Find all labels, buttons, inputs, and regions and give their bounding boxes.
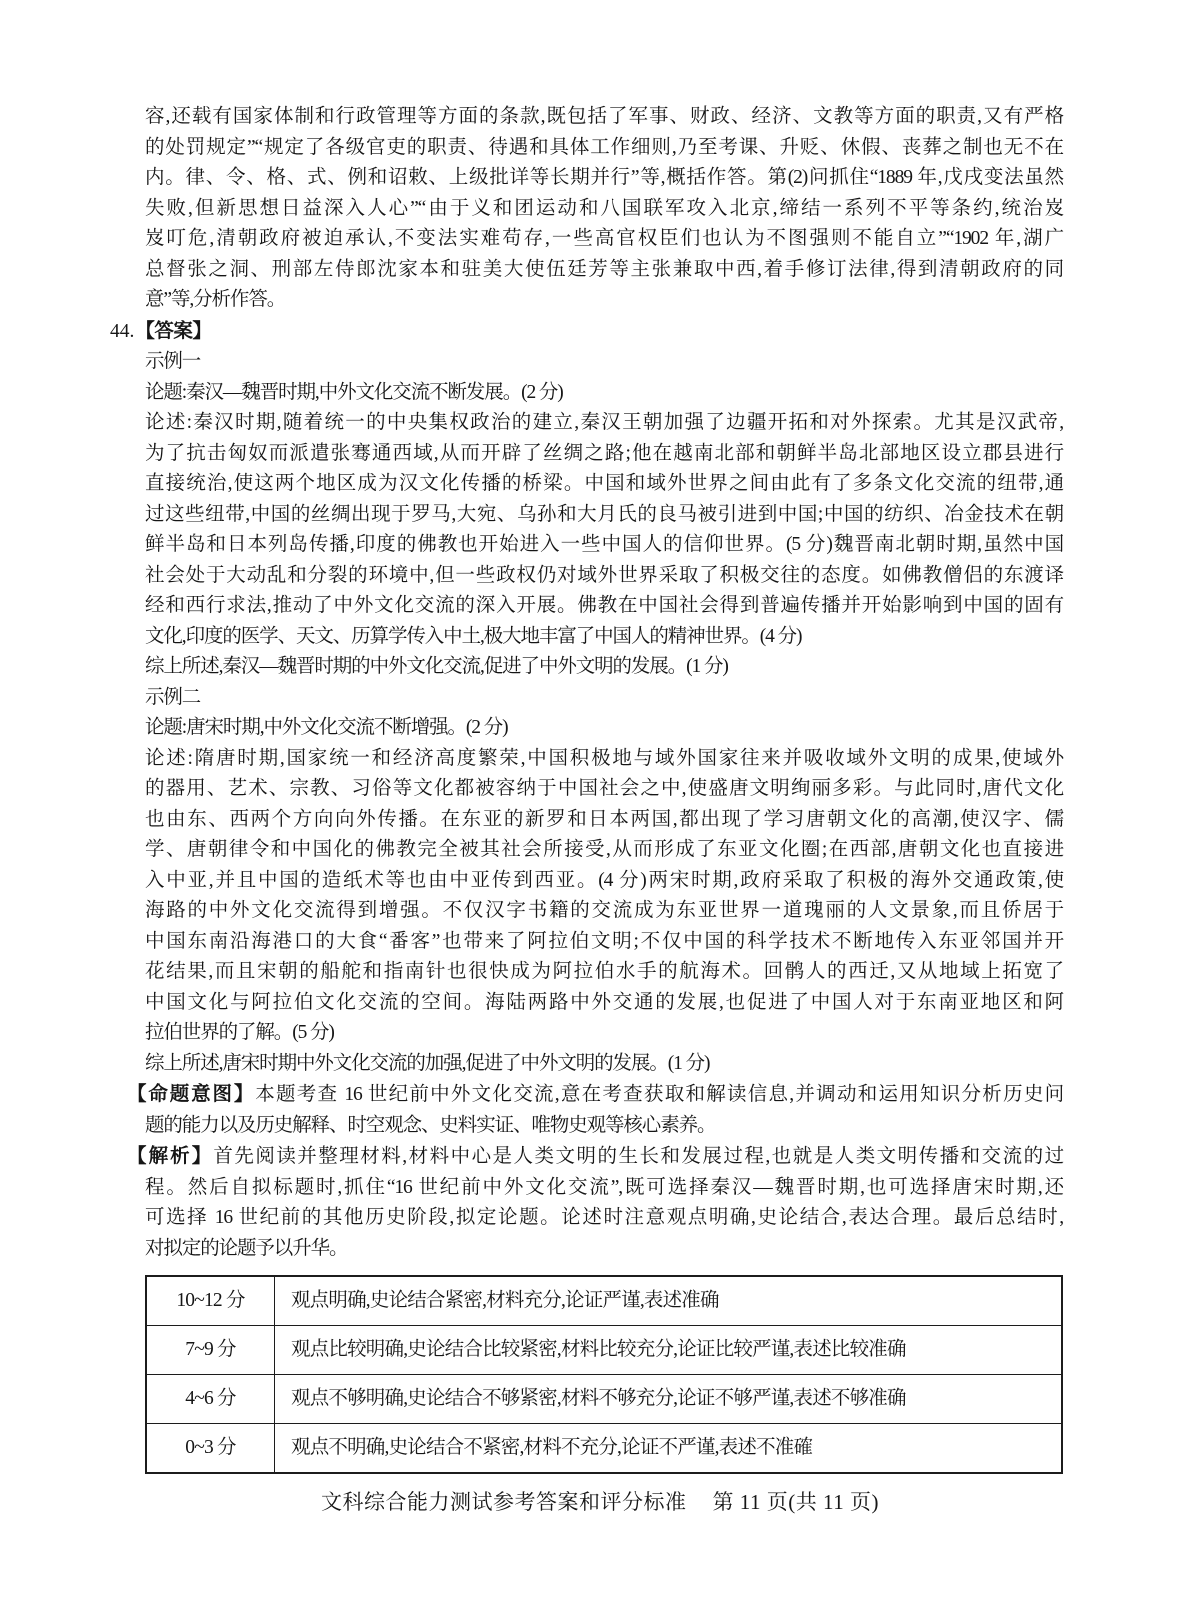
rubric-row — [146, 1276, 1062, 1326]
answer-line: 学、唐朝律令和中国化的佛教完全被其社会所接受,从而形成了东亚文化圈;在西部,唐朝文化也直接进 — [145, 839, 1063, 860]
answer-line: 题的能力以及历史解释、时空观念、史料实证、唯物史观等核心素养。 — [145, 1114, 716, 1136]
score-range-cell: 10~12 分 — [146, 1276, 275, 1326]
intro-line: 的处罚规定”“规定了各级官吏的职责、待遇和具体工作细则,乃至考课、升贬、休假、丧葬之制也无不在 — [145, 136, 1063, 158]
answer-line: 中国文化与阿拉伯文化交流的空间。海陆两路中外交通的发展,也促进了中国人对于东南亚地区和阿 — [145, 991, 1063, 1013]
answer-line: 论题:唐宋时期,中外文化交流不断增强。(2 分) — [145, 717, 508, 738]
answer-line: 程。然后自拟标题时,抓住“16 世纪前中外文化交流”,既可选择秦汉—魏晋时期,也可选择唐宋时期,还 — [145, 1176, 1063, 1198]
intent-text: 本题考查 16 世纪前中外文化交流,意在考查获取和解读信息,并调动和运用知识分析历史问 — [255, 1084, 1063, 1105]
scoring-rubric-table — [145, 1275, 1063, 1474]
intro-line: 内。律、令、格、式、例和诏敕、上级批详等长期并行”等,概括作答。第(2)问抓住“1889 年,戊戌变法虽然 — [145, 167, 1063, 188]
question-number: 44. — [110, 320, 135, 342]
score-range-cell: 0~3 分 — [146, 1424, 275, 1474]
answer-line: 综上所述,唐宋时期中外文化交流的加强,促进了中外文明的发展。(1 分) — [145, 1052, 710, 1074]
answer-line-analysis — [127, 1141, 1063, 1173]
answer-line: 入中亚,并且中国的造纸术等也由中亚传到西亚。(4 分)两宋时期,政府采取了积极的海外交通政策,使 — [145, 869, 1063, 891]
answer-line: 为了抗击匈奴而派遣张骞通西域,从而开辟了丝绸之路;他在越南北部和朝鲜半岛北部地区设立郡县进行 — [145, 442, 1063, 464]
answer-line: 社会处于大动乱和分裂的环境中,但一些政权仍对域外世界采取了积极交往的态度。如佛教僧侣的东渡译 — [145, 564, 1063, 586]
answer-line: 的器用、艺术、宗教、习俗等文化都被容纳于中国社会之中,使盛唐文明绚丽多彩。与此同时,唐代文化 — [145, 778, 1063, 799]
answer-line: 示例一 — [145, 351, 201, 372]
answer-line: 论题:秦汉—魏晋时期,中外文化交流不断发展。(2 分) — [145, 381, 563, 403]
page-footer — [0, 1486, 1200, 1516]
answer-line: 直接统治,使这两个地区成为汉文化传播的桥梁。中国和域外世界之间由此有了多条文化交流的纽带,通 — [145, 473, 1063, 494]
answer-line: 经和西行求法,推动了中外文化交流的深入开展。佛教在中国社会得到普遍传播并开始影响到中国的固有 — [145, 595, 1063, 616]
answer-line: 花结果,而且宋朝的船舵和指南针也很快成为阿拉伯水手的航海术。回鹘人的西迁,又从地域上拓宽了 — [145, 961, 1063, 982]
answer-line: 论述:隋唐时期,国家统一和经济高度繁荣,中国积极地与域外国家往来并吸收域外文明的成果,使域外 — [145, 747, 1063, 769]
question-44-heading — [110, 316, 1063, 348]
criteria-cell: 观点不够明确,史论结合不够紧密,材料不够充分,论证不够严谨,表述不够准确 — [275, 1375, 1063, 1424]
answer-line: 也由东、西两个方向向外传播。在东亚的新罗和日本两国,都出现了学习唐朝文化的高潮,使汉字、儒 — [145, 808, 1063, 830]
rubric-row — [146, 1375, 1062, 1424]
rubric-row — [146, 1326, 1062, 1375]
intro-line: 意”等,分析作答。 — [145, 289, 286, 310]
answer-line: 过这些纽带,中国的丝绸出现于罗马,大宛、乌孙和大月氏的良马被引进到中国;中国的纺织、冶金技术在朝 — [145, 503, 1063, 525]
intro-line: 失败,但新思想日益深入人心”“由于义和团运动和八国联军攻入北京,缔结一系列不平等条约,统治岌 — [145, 197, 1063, 219]
score-range-cell: 4~6 分 — [146, 1375, 275, 1424]
answer-sheet-content — [110, 102, 1063, 1474]
answer-line: 拉伯世界的了解。(5 分) — [145, 1022, 334, 1043]
rubric-row — [146, 1424, 1062, 1474]
intro-line: 岌叮危,清朝政府被迫承认,不变法实难苟存,一些高官权臣们也认为不图强则不能自立”“1902 年,湖广 — [145, 228, 1063, 249]
answer-line: 鲜半岛和日本列岛传播,印度的佛教也开始进入一些中国人的信仰世界。(5 分)魏晋南北朝时期,虽然中国 — [145, 534, 1063, 555]
answer-line: 示例二 — [145, 686, 201, 708]
intent-label: 【命题意图】 — [127, 1083, 256, 1105]
criteria-cell: 观点不明确,史论结合不紧密,材料不充分,论证不严谨,表述不准確 — [275, 1424, 1063, 1474]
answer-line: 海路的中外文化交流得到增强。不仅汉字书籍的交流成为东亚世界一道瑰丽的人文景象,而且侨居于 — [145, 900, 1063, 921]
answer-line: 论述:秦汉时期,随着统一的中央集权政治的建立,秦汉王朝加强了边疆开拓和对外探索。尤其是汉武帝, — [145, 412, 1063, 433]
answer-line: 文化,印度的医学、天文、历算学传入中土,极大地丰富了中国人的精神世界。(4 分) — [145, 625, 802, 647]
answer-line: 对拟定的论题予以升华。 — [145, 1237, 348, 1259]
answer-line: 综上所述,秦汉—魏晋时期的中外文化交流,促进了中外文明的发展。(1 分) — [145, 656, 728, 677]
footer-page-number: 第 11 页(共 11 页) — [712, 1490, 879, 1514]
analysis-text: 首先阅读并整理材料,材料中心是人类文明的生长和发展过程,也就是人类文明传播和交流的过 — [213, 1146, 1063, 1167]
criteria-cell: 观点明确,史论结合紧密,材料充分,论证严谨,表述准确 — [275, 1276, 1063, 1326]
criteria-cell: 观点比较明确,史论结合比较紧密,材料比较充分,论证比较严谨,表述比较准确 — [275, 1326, 1063, 1375]
answer-line: 中国东南沿海港口的大食“番客”也带来了阿拉伯文明;不仅中国的科学技术不断地传入东亚邻国并开 — [145, 930, 1063, 952]
intro-line: 容,还载有国家体制和行政管理等方面的条款,既包括了军事、财政、经济、文教等方面的职责,又有严格 — [145, 106, 1063, 127]
footer-title: 文科综合能力测试参考答案和评分标准 — [321, 1490, 687, 1514]
intro-line: 总督张之洞、刑部左侍郎沈家本和驻美大使伍廷芳等主张兼取中西,着手修订法律,得到清朝政府的同 — [145, 258, 1063, 280]
answer-label: 【答案】 — [135, 319, 212, 342]
score-range-cell: 7~9 分 — [146, 1326, 275, 1375]
answer-line-intent — [127, 1079, 1063, 1111]
analysis-label: 【解析】 — [127, 1145, 214, 1167]
answer-line: 可选择 16 世纪前的其他历史阶段,拟定论题。论述时注意观点明确,史论结合,表达合理。最后总结时, — [145, 1207, 1063, 1228]
